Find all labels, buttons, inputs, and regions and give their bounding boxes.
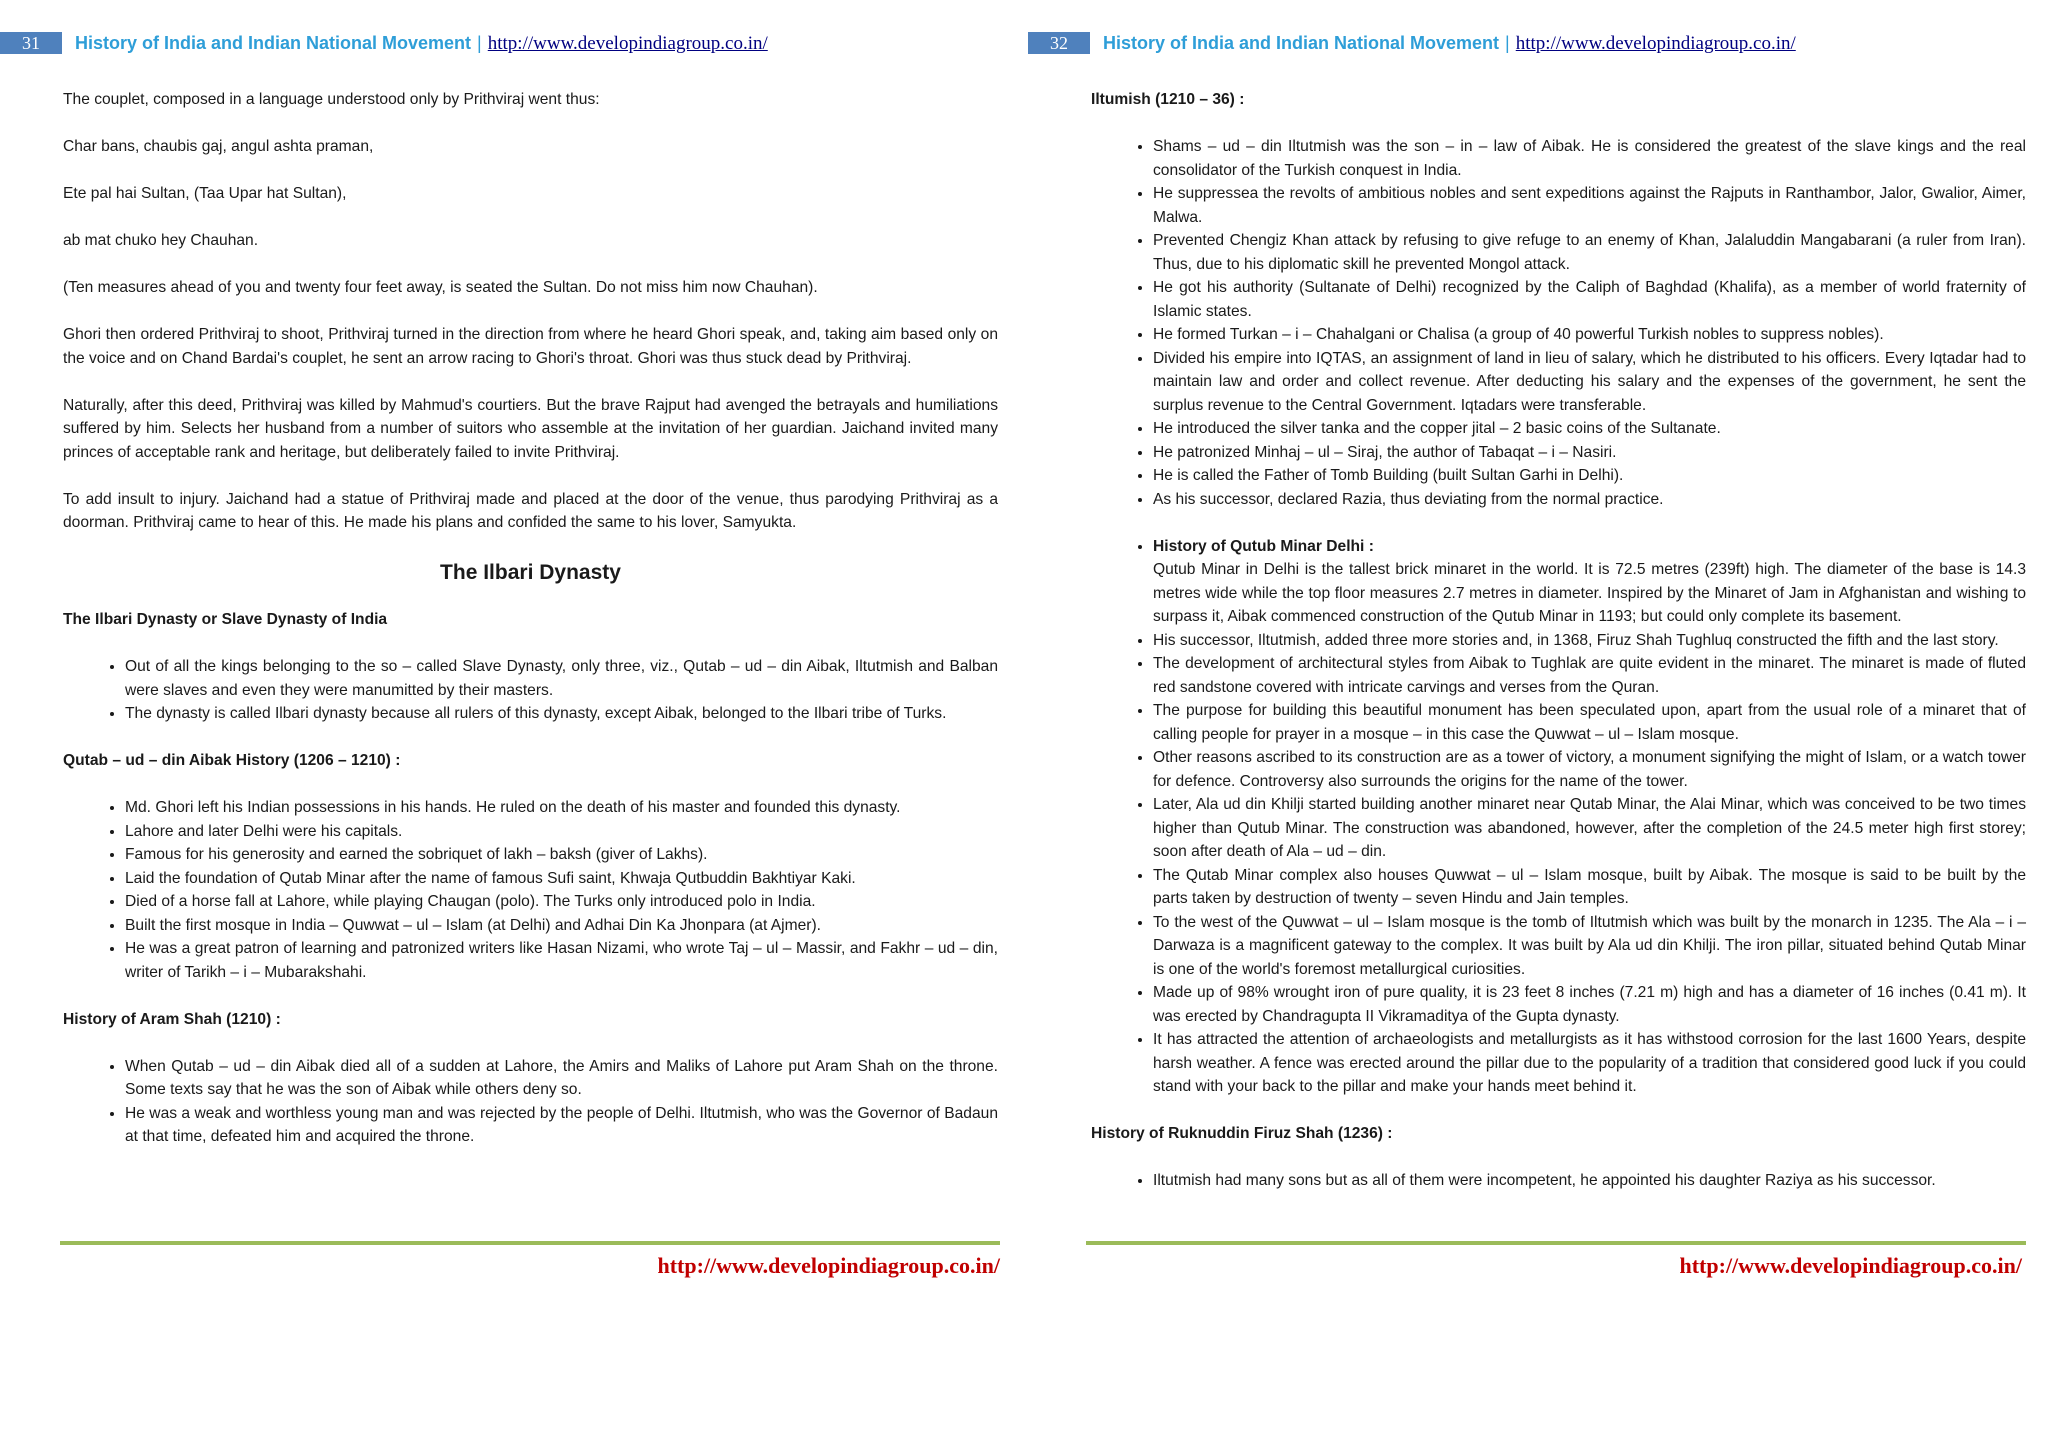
bullet-list bbox=[63, 1055, 998, 1149]
section-title: The Ilbari Dynasty bbox=[440, 561, 621, 584]
list-item: • He patronized Minhaj – ul – Siraj, the author of Tabaqat – i – Nasiri. bbox=[1153, 441, 2026, 465]
list-item: • He formed Turkan – i – Chahalgani or Chalisa (a group of 40 powerful Turkish nobles to suppress nobles). bbox=[1153, 323, 2026, 347]
page-number: 31 bbox=[0, 32, 62, 54]
list-item: • Later, Ala ud din Khilji started building another minaret near Qutab Minar, the Alai Minar, which was conceived to be two times higher than Qutub Minar. The construction was abandoned, however, after the completion of the 24.5 meter high first storey; soon after death of Ala – ud – din. bbox=[1153, 793, 2026, 864]
list-item: • The purpose for building this beautiful monument has been speculated upon, apart from the usual role of a minaret that of calling people for prayer in a mosque – in this case the Quwwat – ul – Islam mosque. bbox=[1153, 699, 2026, 746]
list-item: • Made up of 98% wrought iron of pure quality, it is 23 feet 8 inches (7.21 m) high and has a diameter of 16 inches (0.41 m). It was erected by Chandragupta II Vikramaditya of the Gupta dynasty. bbox=[1153, 981, 2026, 1028]
footer-divider bbox=[60, 1241, 1000, 1245]
list-item: • Laid the foundation of Qutab Minar after the name of famous Sufi saint, Khwaja Qutbuddin Bakhtiyar Kaki. bbox=[125, 867, 998, 891]
couplet-line: ab mat chuko hey Chauhan. bbox=[63, 232, 259, 249]
book-title: History of India and Indian National Movement bbox=[75, 33, 472, 53]
list-item: • Died of a horse fall at Lahore, while playing Chaugan (polo). The Turks only introduced polo in India. bbox=[125, 890, 998, 914]
list-item: • Other reasons ascribed to its construction are as a tower of victory, a monument signifying the might of Islam, or a watch tower for defence. Controversy also surrounds the origins for the name of the tower. bbox=[1153, 746, 2026, 793]
footer-link[interactable]: http://www.developindiagroup.co.in/ bbox=[1679, 1253, 2022, 1278]
list-item: • The dynasty is called Ilbari dynasty because all rulers of this dynasty, except Aibak, belonged to the Ilbari tribe of Turks. bbox=[125, 702, 998, 726]
list-item: • Md. Ghori left his Indian possessions in his hands. He ruled on the death of his master and founded this dynasty. bbox=[125, 796, 998, 820]
list-item: • It has attracted the attention of archaeologists and metallurgists as it has withstood corrosion for the last 1600 Years, despite harsh weather. A fence was erected around the pillar due to the popularity of a tradition that considered good luck if you could stand with your back to the pillar and make your hands meet behind it. bbox=[1153, 1028, 2026, 1099]
page-header bbox=[1024, 30, 2048, 56]
list-item: • He introduced the silver tanka and the copper jital – 2 basic coins of the Sultanate. bbox=[1153, 417, 2026, 441]
paragraph: The couplet, composed in a language understood only by Prithviraj went thus: bbox=[63, 91, 600, 108]
list-item-text: Qutub Minar in Delhi is the tallest brick minaret in the world. It is 72.5 metres (239ft) high. The diameter of the base is 14.3 metres wide while the top floor measures 2.7 metres in diameter. Inspired by the Minaret of Jam in Afghanistan and wishing to surpass it, Aibak commenced construction of the Qutub Minar in 1193; but could only complete its basement. bbox=[1153, 561, 2026, 625]
page-content bbox=[1091, 88, 2026, 1216]
subsection-heading: Qutab – ud – din Aibak History (1206 – 1210) : bbox=[63, 752, 401, 769]
list-item: • As his successor, declared Razia, thus deviating from the normal practice. bbox=[1153, 488, 2026, 512]
bullet-list bbox=[63, 796, 998, 984]
subsection-heading: Iltumish (1210 – 36) : bbox=[1091, 91, 1245, 108]
header-separator: | bbox=[477, 33, 482, 53]
list-item: • The development of architectural styles from Aibak to Tughlak are quite evident in the minaret. The minaret is made of fluted red sandstone covered with intricate carvings and verses from the Quran. bbox=[1153, 652, 2026, 699]
paragraph: Naturally, after this deed, Prithviraj was killed by Mahmud's courtiers. But the brave Rajput had avenged the betrayals and humiliations suffered by him. Selects her husband from a number of suitors who assemble at the invitation of her guardian. Jaichand invited many princes of acceptable rank and heritage, but deliberately failed to invite Prithviraj. bbox=[63, 396, 998, 461]
bullet-list bbox=[1091, 535, 2026, 1099]
list-item bbox=[1153, 535, 2026, 629]
list-item: • To the west of the Quwwat – ul – Islam mosque is the tomb of Iltutmish which was built by the monarch in 1235. The Ala – i – Darwaza is a magnificent gateway to the complex. It was built by Ala ud din Khilji. The iron pillar, situated behind Qutab Minar is one of the world's foremost metallurgical curiosities. bbox=[1153, 911, 2026, 982]
header-separator: | bbox=[1505, 33, 1510, 53]
subsection-heading: The Ilbari Dynasty or Slave Dynasty of India bbox=[63, 611, 388, 628]
header-title bbox=[75, 31, 768, 56]
list-item: • Built the first mosque in India – Quwwat – ul – Islam (at Delhi) and Adhai Din Ka Jhonpara (at Ajmer). bbox=[125, 914, 998, 938]
paragraph: Ghori then ordered Prithviraj to shoot, Prithviraj turned in the direction from where he heard Ghori speak, and, taking aim based only on the voice and on Chand Bardai's couplet, he sent an arrow racing to Ghori's throat. Ghori was thus stuck dead by Prithviraj. bbox=[63, 326, 998, 367]
list-item: • He suppressea the revolts of ambitious nobles and sent expeditions against the Rajputs in Ranthambor, Jalor, Gwalior, Aimer, Malwa. bbox=[1153, 182, 2026, 229]
book-title: History of India and Indian National Movement bbox=[1103, 33, 1500, 53]
couplet-line: Char bans, chaubis gaj, angul ashta praman, bbox=[63, 138, 374, 155]
bullet-list bbox=[1091, 1169, 2026, 1193]
list-item: • He was a great patron of learning and patronized writers like Hasan Nizami, who wrote Taj – ul – Massir, and Fakhr – ud – din, writer of Tarikh – i – Mubarakshahi. bbox=[125, 937, 998, 984]
list-item: • Shams – ud – din Iltutmish was the son – in – law of Aibak. He is considered the greatest of the slave kings and the real consolidator of the Turkish conquest in India. bbox=[1153, 135, 2026, 182]
list-item: • When Qutab – ud – din Aibak died all of a sudden at Lahore, the Amirs and Maliks of Lahore put Aram Shah on the throne. Some texts say that he was the son of Aibak while others deny so. bbox=[125, 1055, 998, 1102]
list-item: • Lahore and later Delhi were his capitals. bbox=[125, 820, 998, 844]
list-item: • Out of all the kings belonging to the so – called Slave Dynasty, only three, viz., Qutab – ud – din Aibak, Iltutmish and Balban were slaves and even they were manumitted by their masters. bbox=[125, 655, 998, 702]
list-item: • He is called the Father of Tomb Building (built Sultan Garhi in Delhi). bbox=[1153, 464, 2026, 488]
list-item: • He was a weak and worthless young man and was rejected by the people of Delhi. Iltutmish, who was the Governor of Badaun at that time, defeated him and acquired the throne. bbox=[125, 1102, 998, 1149]
header-title bbox=[1103, 31, 1796, 56]
list-item: • He got his authority (Sultanate of Delhi) recognized by the Caliph of Baghdad (Khalifa), as a member of world fraternity of Islamic states. bbox=[1153, 276, 2026, 323]
footer-divider bbox=[1086, 1241, 2026, 1245]
page-number: 32 bbox=[1028, 32, 1090, 54]
header-link[interactable]: http://www.developindiagroup.co.in/ bbox=[487, 33, 768, 54]
bullet-list bbox=[1091, 135, 2026, 511]
subsection-heading: • History of Qutub Minar Delhi : bbox=[1153, 537, 1374, 555]
subsection-heading: History of Ruknuddin Firuz Shah (1236) : bbox=[1091, 1125, 1393, 1142]
page-content bbox=[63, 88, 998, 1172]
paragraph: (Ten measures ahead of you and twenty four feet away, is seated the Sultan. Do not miss him now Chauhan). bbox=[63, 279, 818, 296]
header-link[interactable]: http://www.developindiagroup.co.in/ bbox=[1515, 33, 1796, 54]
couplet-line: Ete pal hai Sultan, (Taa Upar hat Sultan), bbox=[63, 185, 347, 202]
list-item: • Divided his empire into IQTAS, an assignment of land in lieu of salary, which he distributed to his officers. Every Iqtadar had to maintain law and order and collect revenue. After deducting his salary and the expenses of the government, he sent the surplus revenue to the Central Government. Iqtadars were transferable. bbox=[1153, 347, 2026, 418]
list-item: • Famous for his generosity and earned the sobriquet of lakh – baksh (giver of Lakhs). bbox=[125, 843, 998, 867]
list-item: • Prevented Chengiz Khan attack by refusing to give refuge to an enemy of Khan, Jalaluddin Mangabarani (a ruler from Iran). Thus, due to his diplomatic skill he prevented Mongol attack. bbox=[1153, 229, 2026, 276]
list-item: • His successor, Iltutmish, added three more stories and, in 1368, Firuz Shah Tughluq constructed the fifth and the last story. bbox=[1153, 629, 2026, 653]
subsection-heading: History of Aram Shah (1210) : bbox=[63, 1010, 281, 1028]
right-page bbox=[1024, 0, 2048, 1447]
footer-link[interactable]: http://www.developindiagroup.co.in/ bbox=[657, 1253, 1000, 1278]
list-item: • Iltutmish had many sons but as all of them were incompetent, he appointed his daughter Raziya as his successor. bbox=[1153, 1169, 2026, 1193]
list-item: • The Qutab Minar complex also houses Quwwat – ul – Islam mosque, built by Aibak. The mosque is said to be built by the parts taken by destruction of twenty – seven Hindu and Jain temples. bbox=[1153, 864, 2026, 911]
page-header bbox=[0, 30, 1024, 56]
bullet-list bbox=[63, 655, 998, 726]
paragraph: To add insult to injury. Jaichand had a statue of Prithviraj made and placed at the door of the venue, thus parodying Prithviraj as a doorman. Prithviraj came to hear of this. He made his plans and confided the same to his lover, Samyukta. bbox=[63, 490, 998, 531]
